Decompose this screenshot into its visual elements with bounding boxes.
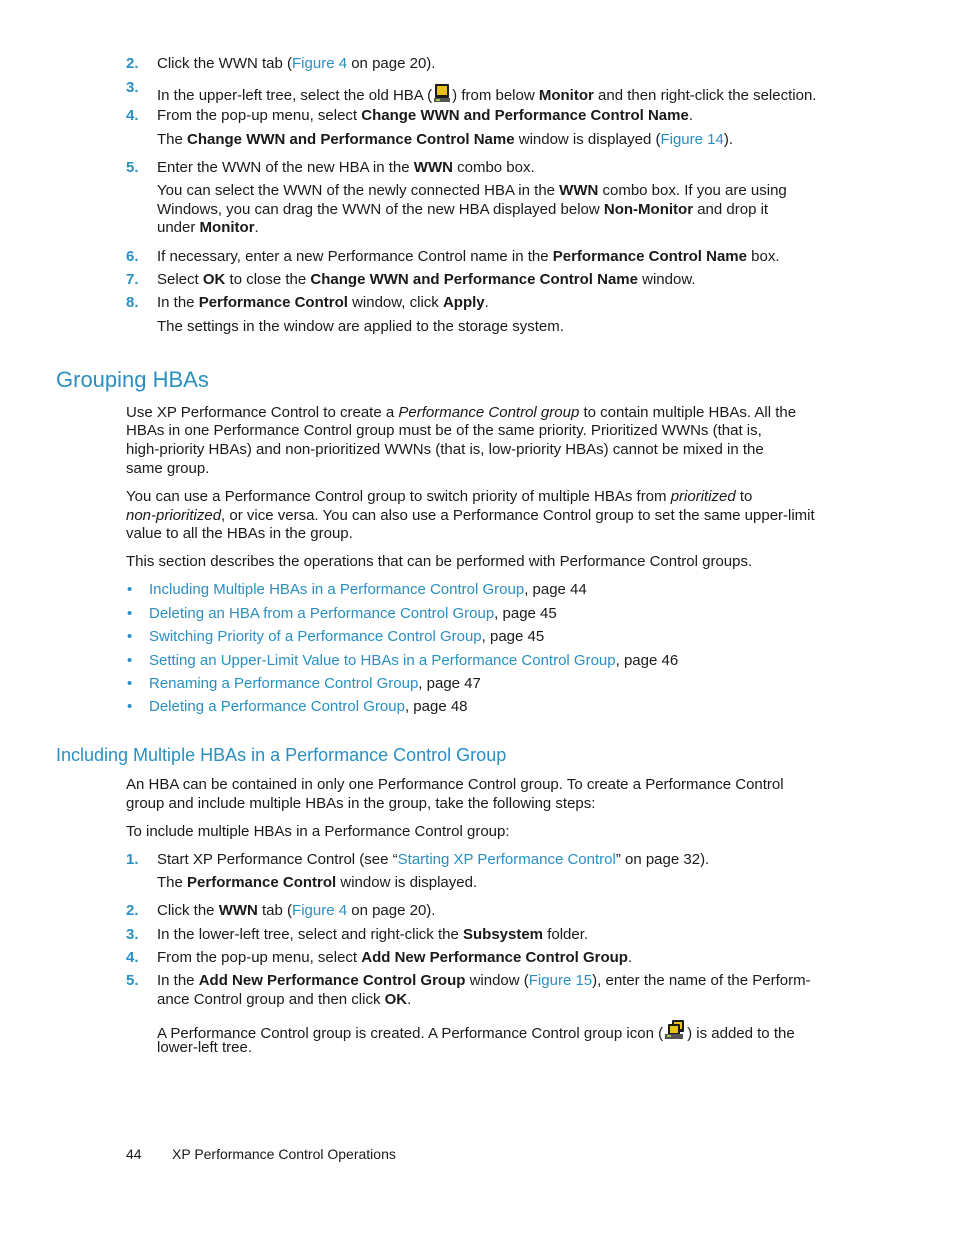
- text: , page 48: [404, 698, 468, 715]
- text: ) is added to the: [687, 1025, 795, 1042]
- step-text: [157, 948, 632, 967]
- text: window is displayed.: [336, 874, 478, 891]
- text: Enter the WWN of the new HBA in the: [157, 159, 414, 176]
- emphasis: non-prioritized: [126, 507, 222, 524]
- section-link[interactable]: Including Multiple HBAs in a Performance Control Group: [149, 581, 525, 598]
- text: window.: [637, 271, 696, 288]
- text: .: [254, 219, 259, 236]
- bullet: •: [127, 652, 133, 669]
- text: A Performance Control group is created. A Performance Control group icon (: [157, 1025, 664, 1042]
- step-number: 1.: [126, 851, 139, 868]
- paragraph-line: HBAs in one Performance Control group must be of the same priority. Prioritized WWNs (that is,: [126, 422, 762, 439]
- ui-term: Change WWN and Performance Control Name: [187, 131, 515, 148]
- text: ).: [723, 131, 734, 148]
- step-number: 7.: [126, 271, 139, 288]
- step-note: The settings in the window are applied to the storage system.: [157, 318, 564, 335]
- step-number: 2.: [126, 902, 139, 919]
- step-text: [157, 54, 435, 73]
- bullet: •: [127, 605, 133, 622]
- bullet: •: [127, 698, 133, 715]
- text: .: [627, 949, 633, 966]
- text: tab (: [257, 902, 293, 919]
- ui-term: Non-Monitor: [603, 201, 694, 218]
- ui-term: Add New Performance Control Group: [198, 972, 466, 989]
- step-text: [157, 990, 411, 1009]
- figure-link[interactable]: Figure 15: [528, 972, 593, 989]
- step-number: 8.: [126, 294, 139, 311]
- text: If necessary, enter a new Performance Control name in the: [157, 248, 553, 265]
- paragraph-line: An HBA can be contained in only one Performance Control group. To create a Performance Control: [126, 776, 784, 793]
- text: on page 20).: [347, 902, 436, 919]
- figure-link[interactable]: Figure 4: [292, 902, 348, 919]
- step-note: [157, 200, 768, 219]
- paragraph-line: [126, 506, 815, 525]
- text: In the: [157, 972, 199, 989]
- text: to close the: [225, 271, 311, 288]
- step-note: [157, 181, 787, 200]
- text: , page 45: [494, 605, 557, 622]
- ui-term: Apply: [442, 294, 485, 311]
- paragraph-line: To include multiple HBAs in a Performance Control group:: [126, 823, 510, 840]
- step-number: 5.: [126, 972, 139, 989]
- step-text: [157, 901, 435, 920]
- step-number: 5.: [126, 159, 139, 176]
- step-text: [157, 971, 811, 990]
- step-note: lower-left tree.: [157, 1039, 253, 1056]
- ui-term: WWN: [218, 902, 258, 919]
- text: ) from below: [452, 87, 539, 104]
- ui-term: Subsystem: [462, 926, 544, 943]
- text: The: [157, 874, 188, 891]
- text: You can select the WWN of the newly connected HBA in the: [157, 182, 560, 199]
- paragraph-line: This section describes the operations that can be performed with Performance Control groups.: [126, 553, 753, 570]
- step-note: [157, 873, 477, 892]
- text: window is displayed (: [514, 131, 661, 148]
- step-text: [157, 293, 489, 312]
- section-link[interactable]: Setting an Upper-Limit Value to HBAs in a Performance Control Group: [149, 652, 616, 669]
- text: , page 45: [481, 628, 545, 645]
- ui-term: Performance Control: [198, 294, 348, 311]
- step-text: [157, 106, 693, 125]
- text: under: [157, 219, 200, 236]
- paragraph-line: [126, 403, 796, 422]
- paragraph-line: high-priority HBAs) and non-prioritized WWNs (that is, low-priority HBAs) cannot be mixed in the: [126, 441, 764, 458]
- text: window, click: [347, 294, 443, 311]
- emphasis: prioritized: [670, 488, 736, 505]
- section-link[interactable]: Starting XP Performance Control: [397, 851, 616, 868]
- step-text: [157, 850, 709, 869]
- text: box.: [746, 248, 780, 265]
- text: , page 46: [615, 652, 679, 669]
- text: The: [157, 131, 188, 148]
- ui-term: Change WWN and Performance Control Name: [310, 271, 638, 288]
- performance-control-group-icon: [664, 1019, 686, 1041]
- text: ance Control group and then click: [157, 991, 385, 1008]
- figure-link[interactable]: Figure 4: [292, 55, 348, 72]
- text: folder.: [543, 926, 589, 943]
- text: ), enter the name of the Perform-: [592, 972, 811, 989]
- text: window (: [465, 972, 529, 989]
- ui-term: WWN: [413, 159, 453, 176]
- section-link[interactable]: Renaming a Performance Control Group: [149, 675, 419, 692]
- subsection-heading: Including Multiple HBAs in a Performance Control Group: [56, 745, 507, 765]
- paragraph-line: value to all the HBAs in the group.: [126, 525, 353, 542]
- step-number: 4.: [126, 949, 139, 966]
- text: You can use a Performance Control group to switch priority of multiple HBAs from: [126, 488, 671, 505]
- emphasis: Performance Control group: [398, 404, 580, 421]
- text: ” on page 32).: [615, 851, 710, 868]
- text: In the lower-left tree, select and right-click the: [157, 926, 463, 943]
- step-number: 6.: [126, 248, 139, 265]
- ui-term: OK: [202, 271, 226, 288]
- step-number: 2.: [126, 55, 139, 72]
- text: From the pop-up menu, select: [157, 949, 362, 966]
- paragraph-line: group and include multiple HBAs in the group, take the following steps:: [126, 795, 596, 812]
- ui-term: WWN: [559, 182, 599, 199]
- list-item: [149, 627, 544, 646]
- section-link[interactable]: Deleting a Performance Control Group: [149, 698, 405, 715]
- text: and then right-click the selection.: [593, 87, 817, 104]
- bullet: •: [127, 628, 133, 645]
- list-item: [149, 697, 468, 716]
- step-number: 4.: [126, 107, 139, 124]
- step-text: [157, 270, 696, 289]
- text: In the: [157, 294, 199, 311]
- text: to: [735, 488, 753, 505]
- step-text: [157, 247, 780, 266]
- hba-icon: [433, 83, 451, 103]
- list-item: [149, 604, 557, 623]
- ui-term: Monitor: [538, 87, 594, 104]
- paragraph-line: same group.: [126, 460, 210, 477]
- section-link[interactable]: Switching Priority of a Performance Control Group: [149, 628, 482, 645]
- ui-term: Add New Performance Control Group: [361, 949, 628, 966]
- bullet: •: [127, 675, 133, 692]
- text: , or vice versa. You can also use a Performance Control group to set the same upper-limit: [221, 507, 815, 524]
- bullet: •: [127, 581, 133, 598]
- step-note: [157, 130, 733, 149]
- text: combo box. If you are using: [598, 182, 787, 199]
- text: .: [688, 107, 693, 124]
- ui-term: Monitor: [199, 219, 255, 236]
- text: In the upper-left tree, select the old HBA (: [157, 87, 433, 104]
- text: Click the: [157, 902, 219, 919]
- ui-term: Performance Control Name: [552, 248, 747, 265]
- step-text: [157, 158, 535, 177]
- text: on page 20).: [347, 55, 436, 72]
- list-item: [149, 580, 587, 599]
- ui-term: Change WWN and Performance Control Name: [361, 107, 689, 124]
- text: Select: [157, 271, 203, 288]
- text: From the pop-up menu, select: [157, 107, 362, 124]
- step-number: 3.: [126, 926, 139, 943]
- text: Click the WWN tab (: [157, 55, 293, 72]
- step-note: [157, 218, 259, 237]
- ui-term: Performance Control: [187, 874, 337, 891]
- step-text: [157, 83, 816, 105]
- step-note: [157, 1019, 795, 1043]
- figure-link[interactable]: Figure 14: [660, 131, 724, 148]
- text: , page 47: [418, 675, 481, 692]
- page-number: 44: [126, 1146, 142, 1162]
- section-link[interactable]: Deleting an HBA from a Performance Control Group: [149, 605, 495, 622]
- text: to contain multiple HBAs. All the: [579, 404, 797, 421]
- footer-title: XP Performance Control Operations: [172, 1146, 396, 1162]
- text: and drop it: [693, 201, 769, 218]
- text: .: [407, 991, 412, 1008]
- text: Windows, you can drag the WWN of the new HBA displayed below: [157, 201, 604, 218]
- text: Use XP Performance Control to create a: [126, 404, 399, 421]
- ui-term: OK: [384, 991, 408, 1008]
- text: combo box.: [452, 159, 535, 176]
- step-number: 3.: [126, 79, 139, 96]
- text: Start XP Performance Control (see “: [157, 851, 398, 868]
- list-item: [149, 674, 481, 693]
- text: .: [484, 294, 489, 311]
- list-item: [149, 651, 678, 670]
- step-text: [157, 925, 588, 944]
- text: , page 44: [524, 581, 587, 598]
- paragraph-line: [126, 487, 752, 506]
- section-heading: Grouping HBAs: [56, 367, 209, 392]
